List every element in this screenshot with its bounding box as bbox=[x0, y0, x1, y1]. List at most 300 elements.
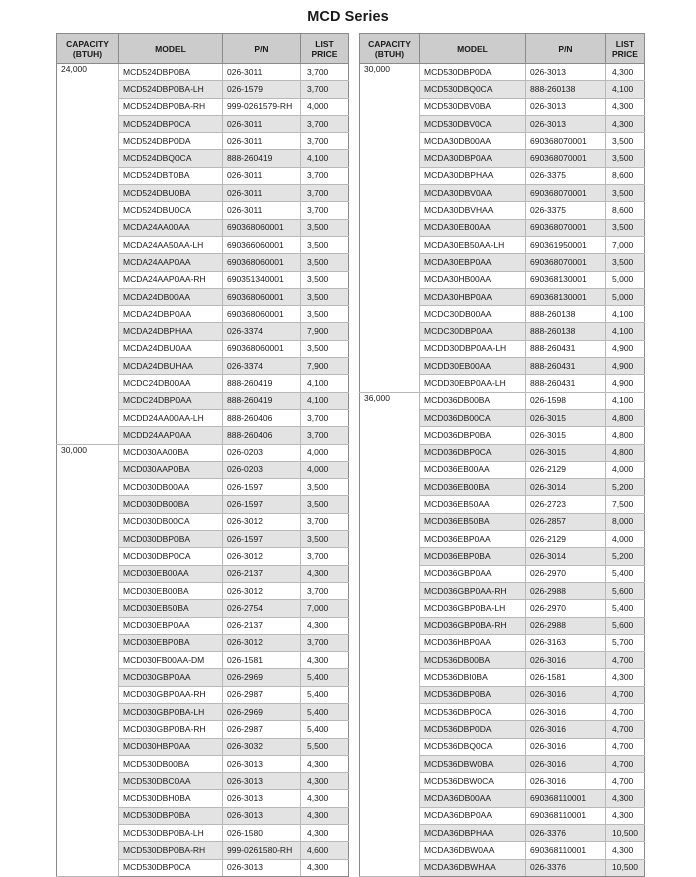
model-cell: MCD530DBP0DA bbox=[420, 64, 526, 81]
model-cell: MCD524DBU0BA bbox=[119, 185, 223, 202]
pn-cell: 026-2129 bbox=[526, 531, 606, 548]
capacity-cell: 36,000 bbox=[360, 392, 420, 876]
price-cell: 4,300 bbox=[301, 565, 349, 582]
pn-cell: 026-3016 bbox=[526, 652, 606, 669]
model-cell: MCD036GBP0AA-RH bbox=[420, 582, 526, 599]
pn-cell: 026-3015 bbox=[526, 427, 606, 444]
model-cell: MCD036GBP0AA bbox=[420, 565, 526, 582]
price-cell: 3,500 bbox=[301, 496, 349, 513]
price-cell: 3,700 bbox=[301, 634, 349, 651]
price-cell: 4,300 bbox=[606, 842, 645, 859]
price-cell: 4,300 bbox=[301, 825, 349, 842]
price-cell: 3,500 bbox=[606, 219, 645, 236]
pn-cell: 026-2969 bbox=[223, 669, 301, 686]
model-cell: MCDA24DBP0AA bbox=[119, 306, 223, 323]
model-cell: MCD036EBP0AA bbox=[420, 531, 526, 548]
pn-cell: 026-3016 bbox=[526, 686, 606, 703]
pn-cell: 026-3011 bbox=[223, 185, 301, 202]
price-cell: 4,300 bbox=[301, 790, 349, 807]
price-cell: 3,700 bbox=[301, 81, 349, 98]
price-cell: 3,500 bbox=[301, 340, 349, 357]
price-cell: 4,100 bbox=[301, 150, 349, 167]
pn-cell: 690351340001 bbox=[223, 271, 301, 288]
model-cell: MCD036DBP0CA bbox=[420, 444, 526, 461]
pn-cell: 026-3011 bbox=[223, 115, 301, 132]
model-cell: MCDC24DB00AA bbox=[119, 375, 223, 392]
price-cell: 4,100 bbox=[606, 306, 645, 323]
model-cell: MCD524DBP0BA-RH bbox=[119, 98, 223, 115]
price-cell: 3,700 bbox=[301, 409, 349, 426]
price-cell: 8,600 bbox=[606, 202, 645, 219]
pn-cell: 026-3376 bbox=[526, 859, 606, 876]
model-cell: MCDA24AA50AA-LH bbox=[119, 236, 223, 253]
model-cell: MCD030AAP0BA bbox=[119, 461, 223, 478]
table-row bbox=[57, 444, 349, 461]
model-cell: MCD036EB00BA bbox=[420, 479, 526, 496]
model-cell: MCD030HBP0AA bbox=[119, 738, 223, 755]
price-cell: 5,000 bbox=[606, 271, 645, 288]
pn-cell: 026-3011 bbox=[223, 64, 301, 81]
pn-cell: 026-2988 bbox=[526, 617, 606, 634]
table-header-row bbox=[360, 34, 645, 64]
price-cell: 3,500 bbox=[301, 531, 349, 548]
pn-cell: 026-0203 bbox=[223, 461, 301, 478]
pn-cell: 026-3013 bbox=[223, 773, 301, 790]
price-cell: 4,700 bbox=[606, 755, 645, 772]
price-cell: 4,000 bbox=[606, 461, 645, 478]
pn-cell: 026-2987 bbox=[223, 686, 301, 703]
model-cell: MCD524DBP0CA bbox=[119, 115, 223, 132]
model-cell: MCD536DBP0DA bbox=[420, 721, 526, 738]
pn-cell: 026-2137 bbox=[223, 617, 301, 634]
pn-cell: 026-3374 bbox=[223, 323, 301, 340]
table-body bbox=[360, 64, 645, 877]
model-cell: MCD530DBP0BA-LH bbox=[119, 825, 223, 842]
model-cell: MCD030AA00BA bbox=[119, 444, 223, 461]
price-cell: 4,300 bbox=[606, 790, 645, 807]
model-cell: MCD030GBP0AA bbox=[119, 669, 223, 686]
model-cell: MCDA36DBW0AA bbox=[420, 842, 526, 859]
model-cell: MCD036EB50BA bbox=[420, 513, 526, 530]
model-cell: MCD530DBH0BA bbox=[119, 790, 223, 807]
pn-cell: 026-1597 bbox=[223, 496, 301, 513]
pn-cell: 690368110001 bbox=[526, 790, 606, 807]
price-cell: 7,000 bbox=[606, 236, 645, 253]
price-cell: 5,400 bbox=[301, 686, 349, 703]
pn-cell: 026-3012 bbox=[223, 548, 301, 565]
price-cell: 3,700 bbox=[301, 64, 349, 81]
model-cell: MCD036EB00AA bbox=[420, 461, 526, 478]
pn-cell: 999-0261579-RH bbox=[223, 98, 301, 115]
table-body bbox=[57, 64, 349, 877]
pn-cell: 026-1580 bbox=[223, 825, 301, 842]
model-cell: MCD524DBP0BA bbox=[119, 64, 223, 81]
pn-cell: 690368060001 bbox=[223, 340, 301, 357]
price-cell: 3,700 bbox=[301, 582, 349, 599]
pn-cell: 026-2723 bbox=[526, 496, 606, 513]
model-cell: MCDD30EBP0AA-LH bbox=[420, 375, 526, 392]
price-cell: 3,500 bbox=[301, 479, 349, 496]
pn-cell: 888-260431 bbox=[526, 340, 606, 357]
price-cell: 3,500 bbox=[301, 306, 349, 323]
pn-cell: 026-3374 bbox=[223, 358, 301, 375]
price-cell: 5,400 bbox=[301, 703, 349, 720]
pn-cell: 026-3012 bbox=[223, 513, 301, 530]
price-cell: 4,700 bbox=[606, 703, 645, 720]
pn-cell: 026-2970 bbox=[526, 565, 606, 582]
price-cell: 3,500 bbox=[301, 236, 349, 253]
model-cell: MCDA24DBPHAA bbox=[119, 323, 223, 340]
pn-cell: 026-3012 bbox=[223, 634, 301, 651]
header-price bbox=[301, 34, 349, 64]
model-cell: MCD030GBP0BA-RH bbox=[119, 721, 223, 738]
pn-cell: 026-3015 bbox=[526, 409, 606, 426]
model-cell: MCD536DBQ0CA bbox=[420, 738, 526, 755]
header-capacity-line2: (BTUH) bbox=[72, 48, 103, 59]
pn-cell: 026-2969 bbox=[223, 703, 301, 720]
pn-cell: 026-3163 bbox=[526, 634, 606, 651]
pn-cell: 999-0261580-RH bbox=[223, 842, 301, 859]
pn-cell: 026-3012 bbox=[223, 582, 301, 599]
price-cell: 3,500 bbox=[301, 254, 349, 271]
price-cell: 4,300 bbox=[606, 115, 645, 132]
price-cell: 4,300 bbox=[606, 98, 645, 115]
model-cell: MCD036GBP0BA-LH bbox=[420, 600, 526, 617]
model-cell: MCD030DBP0BA bbox=[119, 531, 223, 548]
model-cell: MCD530DBV0CA bbox=[420, 115, 526, 132]
header-capacity bbox=[57, 34, 119, 64]
price-cell: 4,000 bbox=[301, 444, 349, 461]
price-cell: 5,200 bbox=[606, 548, 645, 565]
pn-cell: 690368130001 bbox=[526, 288, 606, 305]
price-cell: 4,000 bbox=[606, 531, 645, 548]
pn-cell: 888-260431 bbox=[526, 358, 606, 375]
pn-cell: 690368070001 bbox=[526, 254, 606, 271]
model-cell: MCD036DB00CA bbox=[420, 409, 526, 426]
pn-cell: 690368070001 bbox=[526, 219, 606, 236]
model-cell: MCD030FB00AA-DM bbox=[119, 652, 223, 669]
model-cell: MCD036EBP0BA bbox=[420, 548, 526, 565]
model-cell: MCDA30EBP0AA bbox=[420, 254, 526, 271]
price-cell: 10,500 bbox=[606, 825, 645, 842]
price-cell: 3,700 bbox=[301, 427, 349, 444]
pn-cell: 026-2987 bbox=[223, 721, 301, 738]
pn-cell: 026-3375 bbox=[526, 202, 606, 219]
model-cell: MCD030DB00AA bbox=[119, 479, 223, 496]
model-cell: MCD524DBU0CA bbox=[119, 202, 223, 219]
price-cell: 5,700 bbox=[606, 634, 645, 651]
pn-cell: 026-3015 bbox=[526, 444, 606, 461]
price-table-right bbox=[359, 33, 645, 877]
price-cell: 7,900 bbox=[301, 358, 349, 375]
price-cell: 4,300 bbox=[301, 807, 349, 824]
model-cell: MCDD24AAP0AA bbox=[119, 427, 223, 444]
model-cell: MCD536DBW0CA bbox=[420, 773, 526, 790]
header-capacity-line1: CAPACITY bbox=[368, 38, 411, 49]
price-cell: 3,500 bbox=[606, 254, 645, 271]
pn-cell: 026-2857 bbox=[526, 513, 606, 530]
price-cell: 5,400 bbox=[606, 565, 645, 582]
model-cell: MCD530DBC0AA bbox=[119, 773, 223, 790]
model-cell: MCD030EB50BA bbox=[119, 600, 223, 617]
price-cell: 4,700 bbox=[606, 773, 645, 790]
price-cell: 4,100 bbox=[606, 323, 645, 340]
price-cell: 5,400 bbox=[301, 669, 349, 686]
pn-cell: 026-2988 bbox=[526, 582, 606, 599]
table-row bbox=[360, 392, 645, 409]
model-cell: MCD030EB00AA bbox=[119, 565, 223, 582]
header-pn: P/N bbox=[526, 34, 606, 64]
model-cell: MCDA36DB00AA bbox=[420, 790, 526, 807]
model-cell: MCD030GBP0AA-RH bbox=[119, 686, 223, 703]
pn-cell: 026-3016 bbox=[526, 721, 606, 738]
price-cell: 3,700 bbox=[301, 202, 349, 219]
price-cell: 5,400 bbox=[606, 600, 645, 617]
price-cell: 8,600 bbox=[606, 167, 645, 184]
pn-cell: 888-260419 bbox=[223, 375, 301, 392]
pn-cell: 888-260431 bbox=[526, 375, 606, 392]
price-cell: 3,500 bbox=[606, 150, 645, 167]
model-cell: MCD536DBP0CA bbox=[420, 703, 526, 720]
model-cell: MCDC30DBP0AA bbox=[420, 323, 526, 340]
model-cell: MCDD30DBP0AA-LH bbox=[420, 340, 526, 357]
model-cell: MCD536DBI0BA bbox=[420, 669, 526, 686]
pn-cell: 888-260138 bbox=[526, 81, 606, 98]
pn-cell: 026-1579 bbox=[223, 81, 301, 98]
pn-cell: 026-3013 bbox=[223, 807, 301, 824]
price-cell: 4,800 bbox=[606, 444, 645, 461]
price-cell: 5,600 bbox=[606, 617, 645, 634]
model-cell: MCDA30DBV0AA bbox=[420, 185, 526, 202]
pn-cell: 026-3011 bbox=[223, 167, 301, 184]
model-cell: MCD030EB00BA bbox=[119, 582, 223, 599]
page-title: MCD Series bbox=[307, 9, 389, 25]
model-cell: MCD036HBP0AA bbox=[420, 634, 526, 651]
pn-cell: 690368070001 bbox=[526, 185, 606, 202]
price-cell: 4,300 bbox=[606, 64, 645, 81]
price-cell: 4,700 bbox=[606, 721, 645, 738]
model-cell: MCDA30DBP0AA bbox=[420, 150, 526, 167]
model-cell: MCDA24DB00AA bbox=[119, 288, 223, 305]
capacity-cell: 30,000 bbox=[360, 64, 420, 393]
header-model: MODEL bbox=[119, 34, 223, 64]
price-cell: 4,300 bbox=[606, 669, 645, 686]
pn-cell: 026-3013 bbox=[223, 859, 301, 876]
model-cell: MCD524DBT0BA bbox=[119, 167, 223, 184]
model-cell: MCD530DBP0CA bbox=[119, 859, 223, 876]
model-cell: MCDA24AA00AA bbox=[119, 219, 223, 236]
price-cell: 4,900 bbox=[606, 340, 645, 357]
pn-cell: 026-3016 bbox=[526, 773, 606, 790]
model-cell: MCDA30EB00AA bbox=[420, 219, 526, 236]
model-cell: MCD030DB00BA bbox=[119, 496, 223, 513]
price-cell: 3,700 bbox=[301, 167, 349, 184]
pn-cell: 026-3016 bbox=[526, 755, 606, 772]
pn-cell: 026-3376 bbox=[526, 825, 606, 842]
price-cell: 4,700 bbox=[606, 652, 645, 669]
model-cell: MCDC24DBP0AA bbox=[119, 392, 223, 409]
price-cell: 4,000 bbox=[301, 98, 349, 115]
header-price-line1: LIST bbox=[315, 38, 334, 49]
model-cell: MCDC30DB00AA bbox=[420, 306, 526, 323]
pn-cell: 026-3013 bbox=[223, 790, 301, 807]
pn-cell: 026-3016 bbox=[526, 703, 606, 720]
pn-cell: 026-3032 bbox=[223, 738, 301, 755]
pn-cell: 690368060001 bbox=[223, 288, 301, 305]
price-cell: 10,500 bbox=[606, 859, 645, 876]
table-header-row bbox=[57, 34, 349, 64]
pn-cell: 026-2137 bbox=[223, 565, 301, 582]
pn-cell: 690368060001 bbox=[223, 306, 301, 323]
pn-cell: 690368060001 bbox=[223, 254, 301, 271]
model-cell: MCD524DBP0BA-LH bbox=[119, 81, 223, 98]
model-cell: MCD030GBP0BA-LH bbox=[119, 703, 223, 720]
pn-cell: 690366060001 bbox=[223, 236, 301, 253]
pn-cell: 026-3014 bbox=[526, 548, 606, 565]
price-cell: 4,800 bbox=[606, 409, 645, 426]
price-cell: 3,500 bbox=[606, 185, 645, 202]
price-cell: 5,500 bbox=[301, 738, 349, 755]
model-cell: MCDD24AA00AA-LH bbox=[119, 409, 223, 426]
pn-cell: 888-260138 bbox=[526, 306, 606, 323]
model-cell: MCDA30DB00AA bbox=[420, 133, 526, 150]
model-cell: MCD530DBP0BA bbox=[119, 807, 223, 824]
model-cell: MCDA24DBU0AA bbox=[119, 340, 223, 357]
model-cell: MCD530DBV0BA bbox=[420, 98, 526, 115]
model-cell: MCDA30DBPHAA bbox=[420, 167, 526, 184]
header-price-line1: LIST bbox=[615, 38, 635, 49]
pn-cell: 026-2129 bbox=[526, 461, 606, 478]
price-table-left bbox=[56, 33, 349, 877]
pn-cell: 026-3014 bbox=[526, 479, 606, 496]
price-cell: 4,100 bbox=[301, 392, 349, 409]
model-cell: MCD524DBP0DA bbox=[119, 133, 223, 150]
pn-cell: 026-3013 bbox=[526, 115, 606, 132]
price-cell: 3,500 bbox=[606, 133, 645, 150]
header-capacity-line1: CAPACITY bbox=[66, 38, 109, 49]
price-cell: 4,100 bbox=[606, 81, 645, 98]
price-cell: 4,300 bbox=[301, 859, 349, 876]
model-cell: MCDA30HB00AA bbox=[420, 271, 526, 288]
model-cell: MCD536DBW0BA bbox=[420, 755, 526, 772]
price-cell: 3,500 bbox=[301, 288, 349, 305]
model-cell: MCDA36DBPHAA bbox=[420, 825, 526, 842]
model-cell: MCD036EB50AA bbox=[420, 496, 526, 513]
model-cell: MCD030EBP0AA bbox=[119, 617, 223, 634]
model-cell: MCDA30EB50AA-LH bbox=[420, 236, 526, 253]
pn-cell: 026-3013 bbox=[526, 64, 606, 81]
capacity-cell: 24,000 bbox=[57, 64, 119, 445]
price-cell: 4,600 bbox=[301, 842, 349, 859]
price-cell: 4,700 bbox=[606, 686, 645, 703]
price-cell: 7,500 bbox=[606, 496, 645, 513]
price-cell: 4,300 bbox=[301, 617, 349, 634]
model-cell: MCD530DBQ0CA bbox=[420, 81, 526, 98]
pn-cell: 888-260419 bbox=[223, 150, 301, 167]
price-cell: 8,000 bbox=[606, 513, 645, 530]
price-cell: 7,900 bbox=[301, 323, 349, 340]
pn-cell: 026-0203 bbox=[223, 444, 301, 461]
header-model: MODEL bbox=[420, 34, 526, 64]
price-cell: 7,000 bbox=[301, 600, 349, 617]
pn-cell: 690368070001 bbox=[526, 133, 606, 150]
model-cell: MCDA24AAP0AA-RH bbox=[119, 271, 223, 288]
pn-cell: 690368060001 bbox=[223, 219, 301, 236]
price-cell: 3,700 bbox=[301, 133, 349, 150]
model-cell: MCD030EBP0BA bbox=[119, 634, 223, 651]
price-cell: 3,700 bbox=[301, 185, 349, 202]
pn-cell: 026-1597 bbox=[223, 531, 301, 548]
pn-cell: 690368130001 bbox=[526, 271, 606, 288]
pn-cell: 026-1597 bbox=[223, 479, 301, 496]
price-cell: 4,100 bbox=[606, 392, 645, 409]
pn-cell: 888-260406 bbox=[223, 427, 301, 444]
model-cell: MCD036DB00BA bbox=[420, 392, 526, 409]
price-cell: 5,200 bbox=[606, 479, 645, 496]
model-cell: MCDA24DBUHAA bbox=[119, 358, 223, 375]
price-cell: 5,600 bbox=[606, 582, 645, 599]
pn-cell: 888-260419 bbox=[223, 392, 301, 409]
model-cell: MCD030DBP0CA bbox=[119, 548, 223, 565]
price-cell: 4,300 bbox=[606, 807, 645, 824]
table-row bbox=[360, 64, 645, 81]
price-cell: 4,700 bbox=[606, 738, 645, 755]
model-cell: MCDA30DBVHAA bbox=[420, 202, 526, 219]
header-price-line2: PRICE bbox=[311, 48, 338, 59]
price-cell: 4,000 bbox=[301, 461, 349, 478]
price-cell: 5,400 bbox=[301, 721, 349, 738]
header-price bbox=[606, 34, 645, 64]
pn-cell: 026-3016 bbox=[526, 738, 606, 755]
price-cell: 3,500 bbox=[301, 219, 349, 236]
model-cell: MCD530DBP0BA-RH bbox=[119, 842, 223, 859]
table-row bbox=[57, 64, 349, 81]
price-cell: 4,300 bbox=[301, 652, 349, 669]
pn-cell: 026-1598 bbox=[526, 392, 606, 409]
model-cell: MCDA30HBP0AA bbox=[420, 288, 526, 305]
pn-cell: 026-3375 bbox=[526, 167, 606, 184]
pn-cell: 026-3013 bbox=[223, 755, 301, 772]
price-cell: 4,900 bbox=[606, 358, 645, 375]
model-cell: MCDD30EB00AA bbox=[420, 358, 526, 375]
price-cell: 3,500 bbox=[301, 271, 349, 288]
pn-cell: 026-2754 bbox=[223, 600, 301, 617]
pn-cell: 888-260406 bbox=[223, 409, 301, 426]
price-cell: 5,000 bbox=[606, 288, 645, 305]
model-cell: MCDA24AAP0AA bbox=[119, 254, 223, 271]
header-capacity-line2: (BTUH) bbox=[374, 48, 405, 59]
pn-cell: 026-3013 bbox=[526, 98, 606, 115]
price-cell: 3,700 bbox=[301, 548, 349, 565]
pn-cell: 690368110001 bbox=[526, 807, 606, 824]
header-capacity bbox=[360, 34, 420, 64]
model-cell: MCDA36DBP0AA bbox=[420, 807, 526, 824]
price-cell: 3,700 bbox=[301, 115, 349, 132]
pn-cell: 690361950001 bbox=[526, 236, 606, 253]
model-cell: MCD536DB00BA bbox=[420, 652, 526, 669]
model-cell: MCD030DB00CA bbox=[119, 513, 223, 530]
pn-cell: 026-3011 bbox=[223, 202, 301, 219]
pn-cell: 690368110001 bbox=[526, 842, 606, 859]
price-cell: 4,800 bbox=[606, 427, 645, 444]
model-cell: MCD036DBP0BA bbox=[420, 427, 526, 444]
model-cell: MCD536DBP0BA bbox=[420, 686, 526, 703]
pn-cell: 026-1581 bbox=[526, 669, 606, 686]
price-cell: 4,300 bbox=[301, 755, 349, 772]
header-price-line2: PRICE bbox=[612, 48, 638, 59]
header-pn: P/N bbox=[223, 34, 301, 64]
price-cell: 4,300 bbox=[301, 773, 349, 790]
